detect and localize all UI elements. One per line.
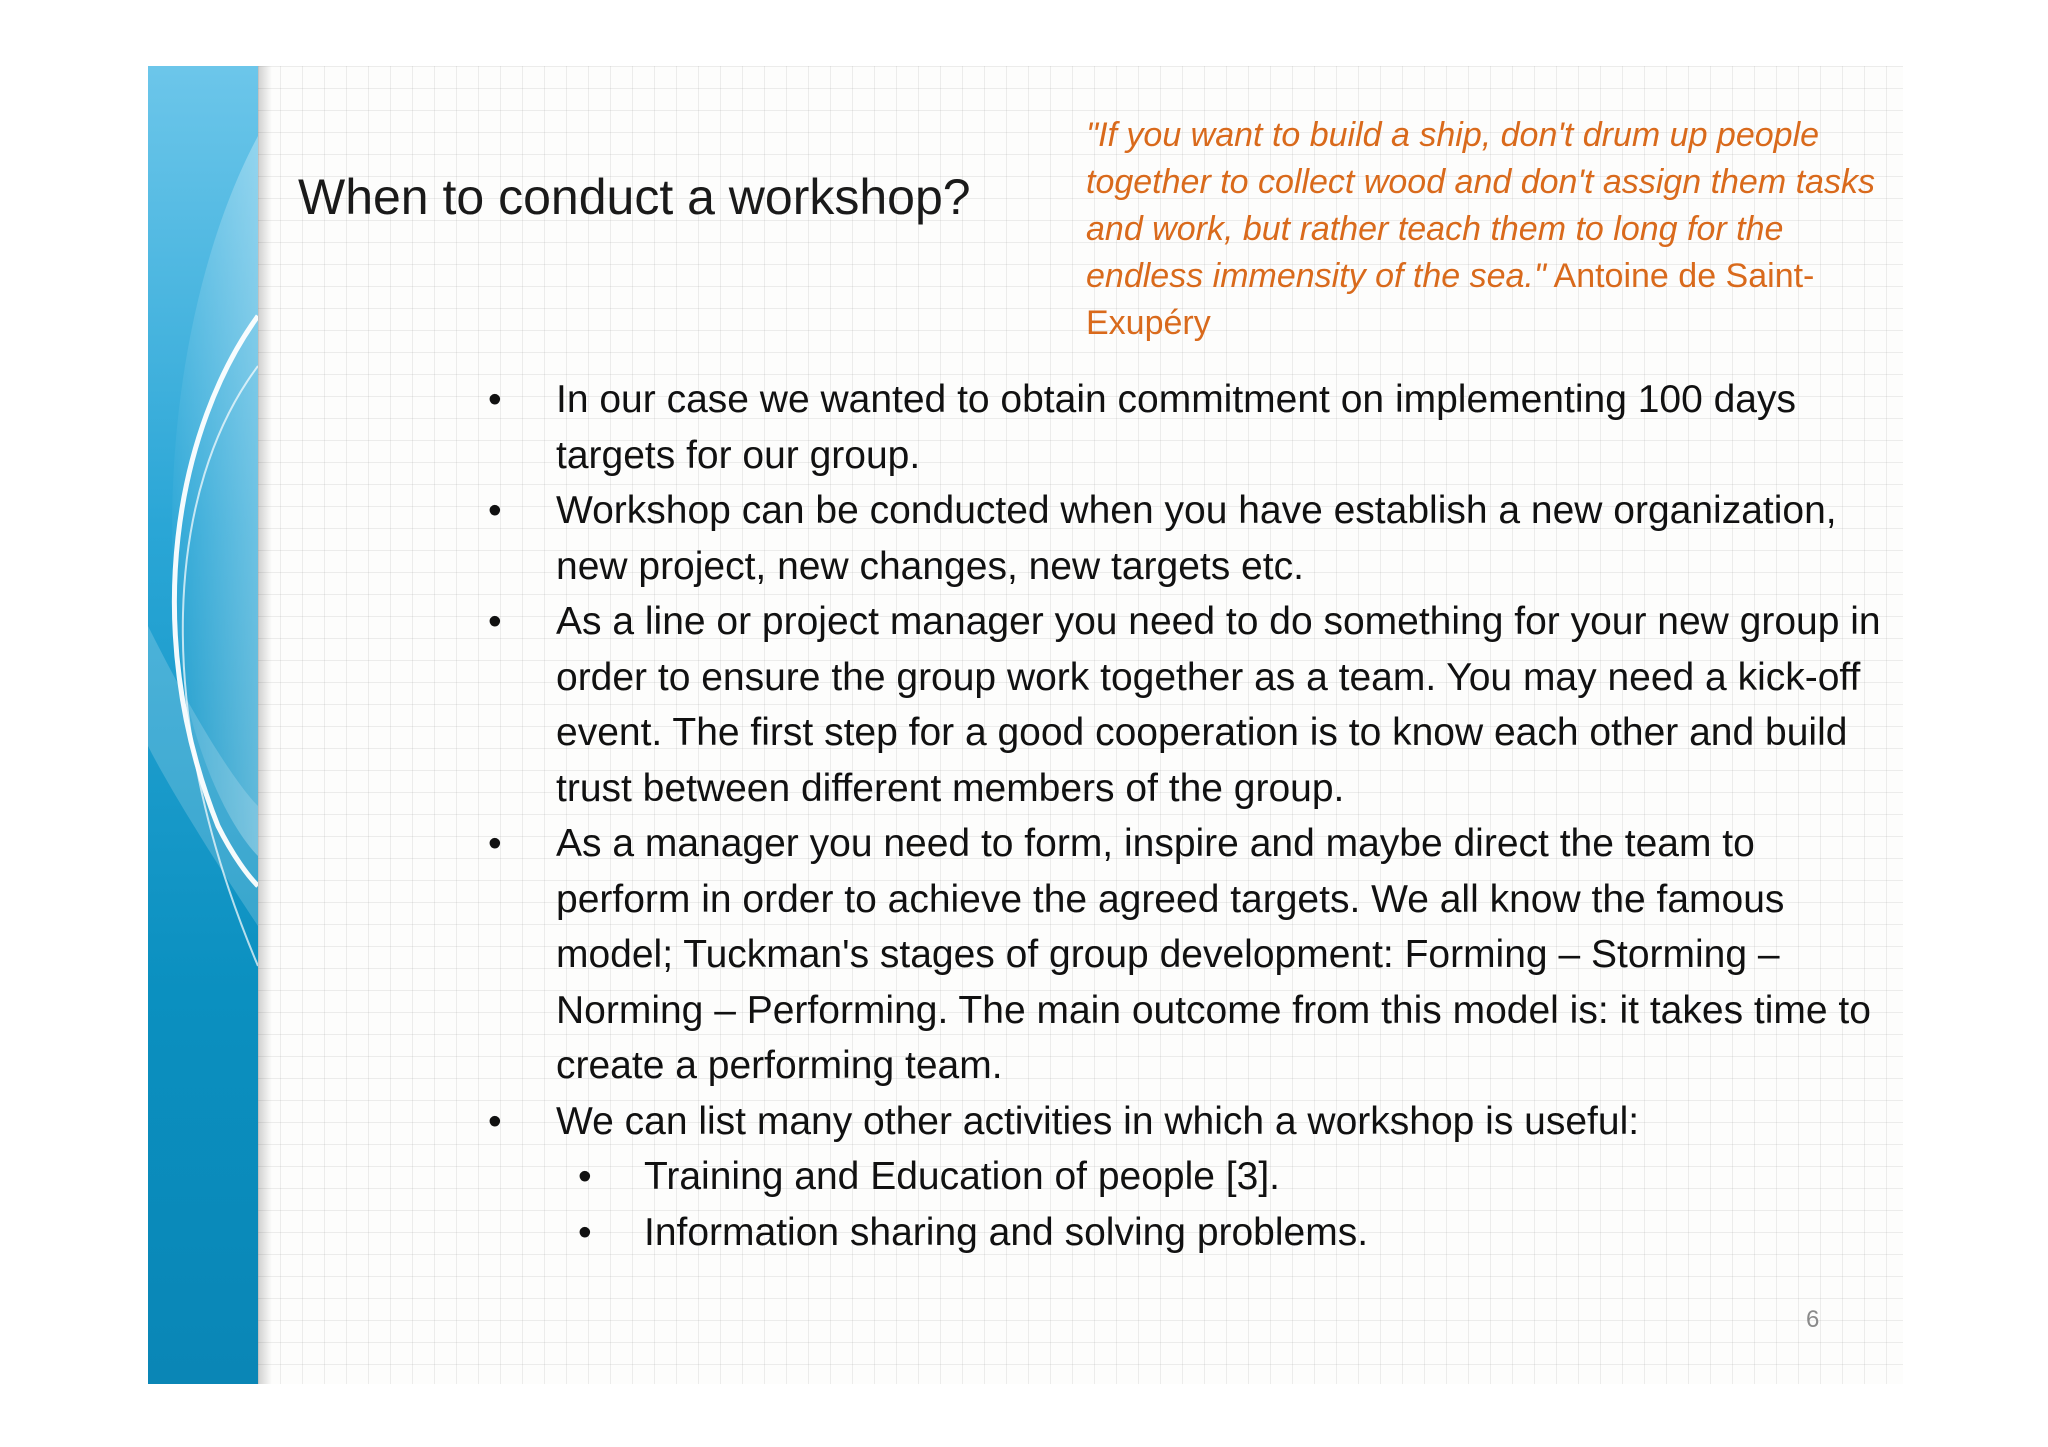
list-item-text: Workshop can be conducted when you have establish a new organization, new project, new changes, new targets etc.: [556, 489, 1837, 588]
bullet-icon: •: [578, 1210, 592, 1254]
list-item-text: As a line or project manager you need to do something for your new group in order to ensure the group work together as a team. You may need a kick-off event. The first step for a good cooperation is to know each other and build trust between different members of the group.: [556, 600, 1881, 810]
slide-title: When to conduct a workshop?: [298, 169, 971, 225]
list-item-text: In our case we wanted to obtain commitment on implementing 100 days targets for our group.: [556, 378, 1797, 477]
bullet-icon: •: [488, 1099, 502, 1143]
decorative-side-band: [148, 66, 258, 1384]
quote-text: "If you want to build a ship, don't drum up people together to collect wood and don't assign them tasks and work, but rather teach them to long for the endless immensity of the sea.": [1086, 116, 1875, 295]
bullet-icon: •: [488, 489, 502, 532]
list-item: [326, 483, 1886, 594]
list-item: [326, 1094, 1886, 1150]
band-shadow: [258, 66, 272, 1384]
slide: [148, 66, 1903, 1384]
sub-list-item: [326, 1205, 1886, 1261]
wave-decoration: [148, 66, 258, 1384]
quote-block: [1086, 112, 1886, 347]
list-item-text: We can list many other activities in which a workshop is useful:: [556, 1099, 1640, 1143]
bullet-icon: •: [488, 822, 502, 865]
quote-author: Antoine de Saint-Exupéry: [1086, 257, 1815, 342]
sub-list-item: [326, 1149, 1886, 1205]
bullet-icon: •: [488, 600, 502, 643]
sub-list-item-text: Information sharing and solving problems.: [644, 1210, 1369, 1254]
list-item: [326, 372, 1886, 483]
bullet-icon: •: [578, 1155, 592, 1198]
sub-list-item-text: Training and Education of people [3].: [644, 1155, 1280, 1198]
bullet-icon: •: [488, 378, 502, 421]
list-item-text: As a manager you need to form, inspire and maybe direct the team to perform in order to achieve the agreed targets. We all know the famous model; Tuckman's stages of group development: Forming – Storming – Norming – Performing. The main outcome from this model is: it takes time to create a performing team.: [556, 822, 1871, 1087]
page-number: 6: [1806, 1306, 1820, 1333]
list-item: [326, 594, 1886, 816]
list-item: [326, 816, 1886, 1094]
bullet-list: [326, 372, 1886, 1260]
